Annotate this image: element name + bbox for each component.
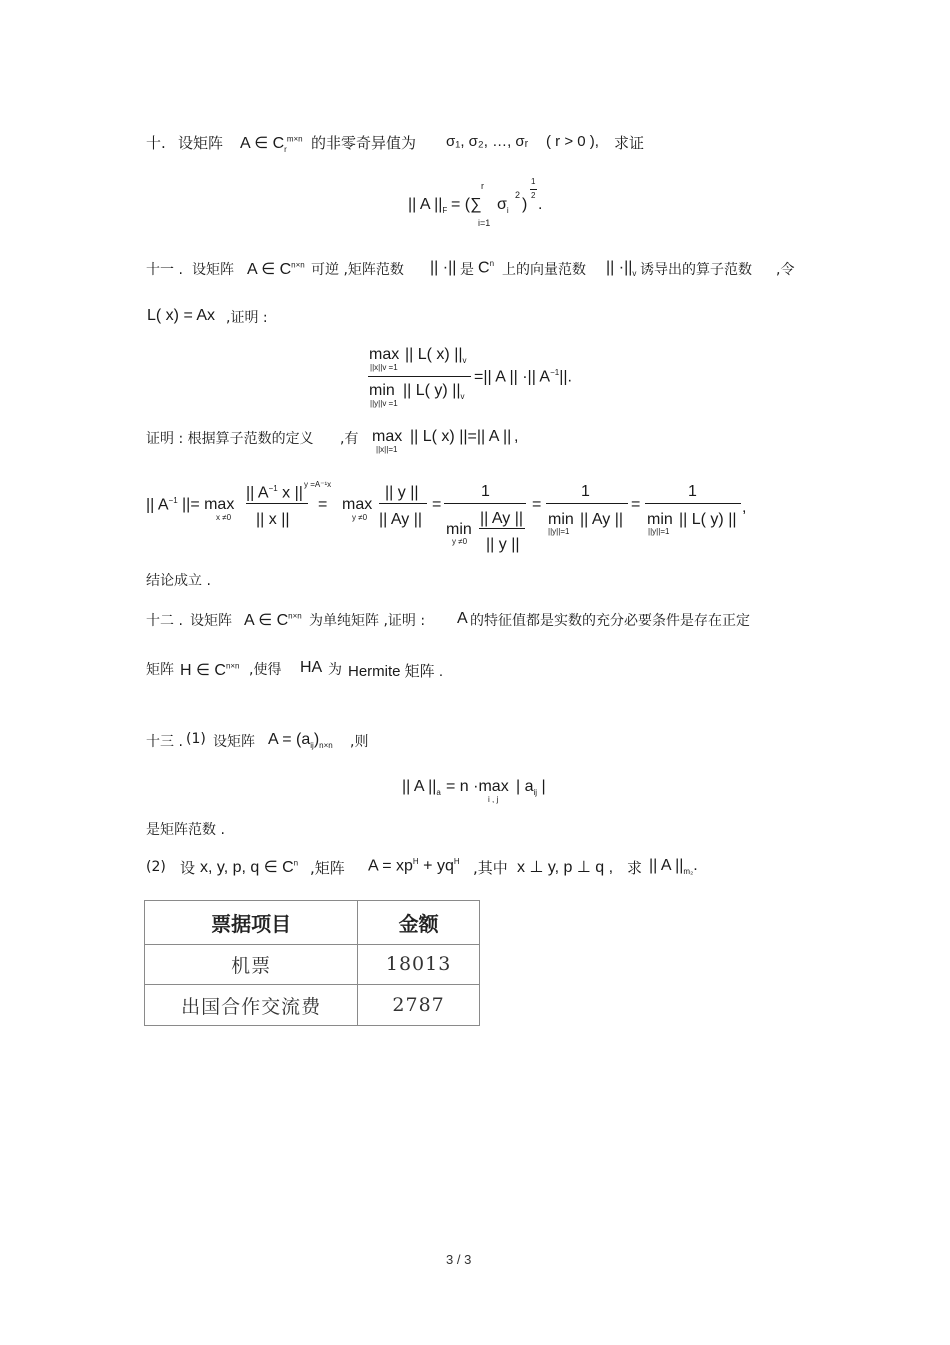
p11-proof-max: max xyxy=(372,428,403,445)
p11-def: L( x) = Ax xyxy=(147,307,216,324)
p12-label: 十二 . xyxy=(146,613,183,629)
p11-proof-body: || L( x) ||=|| A || xyxy=(410,428,512,445)
p11-proof-sub: ||x||=1 xyxy=(376,445,398,454)
p10-text2: 的非零奇异值为 xyxy=(311,134,417,152)
p11-f5-end: , xyxy=(742,499,747,516)
p10-sum-bottom: i=1 xyxy=(478,218,491,228)
p11-max2: max xyxy=(342,496,373,513)
p13-m5 xyxy=(649,857,698,876)
p10-norm-a: || A || xyxy=(408,196,443,213)
p11-f1-num-base: || A xyxy=(246,484,269,502)
p11-m3 xyxy=(478,259,494,277)
p10-sigma: σ xyxy=(497,196,507,213)
p11-chain-lhs-sup: −1 xyxy=(168,496,178,505)
p11-t4: 上的向量范数 xyxy=(502,262,586,278)
p13-m5-sub: m₂ xyxy=(683,867,694,877)
p12-t3: 的特征值都是实数的充分必要条件是存在正定 xyxy=(470,613,750,629)
p11-rhs-sup: −1 xyxy=(550,368,560,377)
p10-formula-lhs xyxy=(408,196,447,215)
p13-t1: 设矩阵 xyxy=(213,734,255,750)
p11-f1-tag: y =A⁻¹x xyxy=(304,480,332,489)
p10-sum-top: r xyxy=(481,181,484,191)
p11-f3-sub: y ≠0 xyxy=(452,537,468,546)
p12-t1: 设矩阵 xyxy=(190,613,232,629)
p10-formula-eq: = (∑ xyxy=(451,196,482,213)
p11-f5-sub: ||y||=1 xyxy=(648,527,670,536)
p11-num-max: max xyxy=(369,346,400,363)
p13-t3: 是矩阵范数 . xyxy=(146,822,225,838)
p11-t5: 诱导出的算子范数 xyxy=(640,262,752,278)
p11-eq3: = xyxy=(532,496,542,513)
p11-f3-in-den: || y || xyxy=(486,536,520,553)
p11-m1-sup: n×n xyxy=(291,260,305,270)
p13-f-rsub: ij xyxy=(533,788,538,798)
p11-conclusion: 结论成立 . xyxy=(146,573,211,589)
p13-f-end: | xyxy=(541,778,546,795)
p11-chain-lhs xyxy=(146,496,178,514)
p10-cond: ( r > 0 ), xyxy=(546,133,599,150)
p11-eq2: = xyxy=(432,496,442,513)
p11-den-sub: ||y||v =1 xyxy=(370,399,398,408)
p13-m5-end: . xyxy=(693,857,698,874)
p13-m1-sub: ij xyxy=(310,741,314,751)
p13-t4: 设 xyxy=(180,859,196,877)
p10-sub-f: F xyxy=(442,206,448,216)
p10-label: 十. xyxy=(146,134,166,152)
row-amount: 2787 xyxy=(358,985,480,1026)
p11-rhs xyxy=(474,368,572,386)
p11-rhs-end: ||. xyxy=(559,368,572,386)
p11-den-body xyxy=(403,382,465,401)
p10-dot: . xyxy=(538,196,543,213)
p10-sigma-sup: 2 xyxy=(515,190,521,200)
p11-f1-den: || x || xyxy=(256,511,290,528)
p13-m5-norm: || A || xyxy=(649,857,684,874)
p11-num-body xyxy=(405,346,467,365)
p11-f4-min: min xyxy=(548,511,574,528)
header-amount: 金额 xyxy=(358,901,480,945)
p11-den-min: min xyxy=(369,382,395,399)
p13-t7: 求 xyxy=(627,859,643,877)
p11-sub2: y ≠0 xyxy=(352,513,368,522)
p10-matrix xyxy=(240,133,303,154)
p13-m1-base: A = (a xyxy=(268,731,311,748)
p11-eq1: = xyxy=(318,496,328,513)
expense-table xyxy=(144,900,480,1026)
p11-f3-num: 1 xyxy=(481,483,490,500)
row-amount: 18013 xyxy=(358,944,480,985)
p11-m4-base: || ·|| xyxy=(606,259,633,276)
p13-f-norm: || A || xyxy=(402,778,437,795)
p13-f-mid: = n ·max xyxy=(446,778,509,795)
p12-m3-sup: n×n xyxy=(225,661,240,671)
p13-t2: ,则 xyxy=(350,734,369,750)
p13-t6: ,其中 xyxy=(473,859,508,877)
p11-proof-t2: ,有 xyxy=(340,431,359,447)
p11-f1-num-end: x || xyxy=(282,484,303,502)
p13-m2-base: x, y, p, q ∈ C xyxy=(200,859,294,876)
p10-sigma-sub: i xyxy=(506,206,509,216)
p10-text3: 求证 xyxy=(614,134,645,152)
p12-m1-base: A ∈ C xyxy=(244,612,289,629)
p11-rhs-base: =|| A || ·|| A xyxy=(474,368,551,386)
table-row xyxy=(145,985,480,1026)
p11-proof-end: , xyxy=(514,428,519,445)
p12-t7: Hermite 矩阵 . xyxy=(348,663,444,680)
p12-m2: A xyxy=(457,610,468,627)
p12-t5: ,使得 xyxy=(249,662,282,678)
p11-f2-bar xyxy=(379,503,427,504)
p11-f1-num xyxy=(246,484,303,502)
p11-den-norm: || L( y) || xyxy=(403,382,461,399)
p10-text1: 设矩阵 xyxy=(178,134,224,152)
p12-m1-sup: n×n xyxy=(288,611,302,621)
p12-m3 xyxy=(180,660,240,680)
p11-f3-min: min xyxy=(446,521,472,538)
row-item: 出国合作交流费 xyxy=(145,985,358,1026)
p11-m2: || ·|| xyxy=(430,259,457,276)
p13-m1-close: ) xyxy=(313,731,320,748)
p11-f1-num-sup: −1 xyxy=(268,484,278,493)
p13-f-abs: | a xyxy=(516,778,534,795)
p12-m3-base: H ∈ C xyxy=(180,662,226,679)
p11-m4 xyxy=(606,259,636,278)
p13-m2-sup: n xyxy=(293,858,299,868)
p11-t7: ,证明 : xyxy=(226,310,268,326)
p12-t2: 为单纯矩阵 ,证明 : xyxy=(309,613,426,629)
p11-f4-bar xyxy=(546,503,628,504)
p11-t3: 是 xyxy=(460,262,474,278)
p11-f5-bar xyxy=(645,503,741,504)
p13-m2 xyxy=(200,857,298,877)
p13-label: 十三 . xyxy=(146,734,183,750)
table-row xyxy=(145,944,480,985)
p11-m1-base: A ∈ C xyxy=(247,261,292,278)
p13-m1-subb: n×n xyxy=(319,741,333,751)
p10-mat-a: A ∈ C xyxy=(240,135,285,152)
page-number: 3 / 3 xyxy=(446,1252,472,1267)
p10-half-bar xyxy=(530,189,537,190)
p11-proof-t1: 证明 : 根据算子范数的定义 xyxy=(146,431,314,447)
p11-frac-bar xyxy=(368,376,471,377)
p11-chain-sub1: x ≠0 xyxy=(216,513,232,522)
p11-f4-num: 1 xyxy=(581,483,590,500)
table-header-row xyxy=(145,901,480,945)
p11-num-norm: || L( x) || xyxy=(405,346,463,363)
p13-m3 xyxy=(368,857,460,875)
p10-sigmas: σ₁, σ₂, …, σᵣ xyxy=(446,133,529,150)
p10-sigma-i xyxy=(497,196,509,215)
p11-num-sub: ||x||v =1 xyxy=(370,363,398,372)
p11-f4-sub: ||y||=1 xyxy=(548,527,570,536)
p13-m1 xyxy=(268,731,333,750)
p11-t2: 可逆 ,矩阵范数 xyxy=(311,262,404,278)
p12-m1 xyxy=(244,610,302,630)
header-item: 票据项目 xyxy=(145,901,358,945)
p11-eq4: = xyxy=(631,496,641,513)
p11-t1: 设矩阵 xyxy=(192,262,234,278)
p13-f-sub: a xyxy=(436,788,441,798)
p13-m3-plus: + yq xyxy=(423,857,454,875)
p13-f-maxsub: i , j xyxy=(488,795,499,804)
p11-f5-min: min xyxy=(647,511,673,528)
p13-part2: (2) xyxy=(146,859,166,875)
row-item: 机票 xyxy=(145,944,358,985)
p11-m3-base: C xyxy=(478,259,490,277)
p11-f3-in-bar xyxy=(479,528,525,529)
p13-m3-sup: H xyxy=(412,857,419,866)
p11-label: 十一 . xyxy=(146,262,183,278)
p13-m3-base: A = xp xyxy=(368,857,413,875)
p10-sup-mxn: m×n xyxy=(286,134,303,144)
p11-chain-mid: ||= max xyxy=(182,496,235,513)
p13-t5: ,矩阵 xyxy=(310,859,345,877)
p11-f5-num: 1 xyxy=(688,483,697,500)
p13-part1: (1) xyxy=(186,731,206,747)
p11-chain-lhs-base: || A xyxy=(146,496,169,514)
p11-f3-bar xyxy=(444,503,526,504)
p11-m4-sub: v xyxy=(632,269,637,279)
p13-f-lhs xyxy=(402,778,441,797)
p11-f2-den: || Ay || xyxy=(379,511,423,528)
p10-half-num: 1 xyxy=(531,177,536,186)
p10-half-den: 2 xyxy=(531,191,536,200)
p11-f2-num: || y || xyxy=(385,484,419,501)
p11-f1-bar xyxy=(246,503,308,504)
p12-t4: 矩阵 xyxy=(146,662,174,678)
p11-f5-den: || L( y) || xyxy=(679,511,737,528)
p11-f3-in-num: || Ay || xyxy=(480,510,524,527)
p11-m3-sup: n xyxy=(489,259,495,268)
p11-num-v: v xyxy=(462,356,467,366)
p13-m3-supb: H xyxy=(453,857,460,866)
p11-f4-den: || Ay || xyxy=(580,511,624,528)
p13-f-rhs xyxy=(516,778,546,797)
p11-m1 xyxy=(247,259,305,279)
p10-close: ) xyxy=(522,196,528,213)
p13-m4: x ⊥ y, p ⊥ q , xyxy=(517,859,614,876)
p11-t6: ,令 xyxy=(776,262,795,278)
p10-sub-r: r xyxy=(284,145,287,155)
p11-den-v: v xyxy=(460,392,465,402)
p12-m4: HA xyxy=(300,659,323,676)
p12-t6: 为 xyxy=(328,662,342,678)
